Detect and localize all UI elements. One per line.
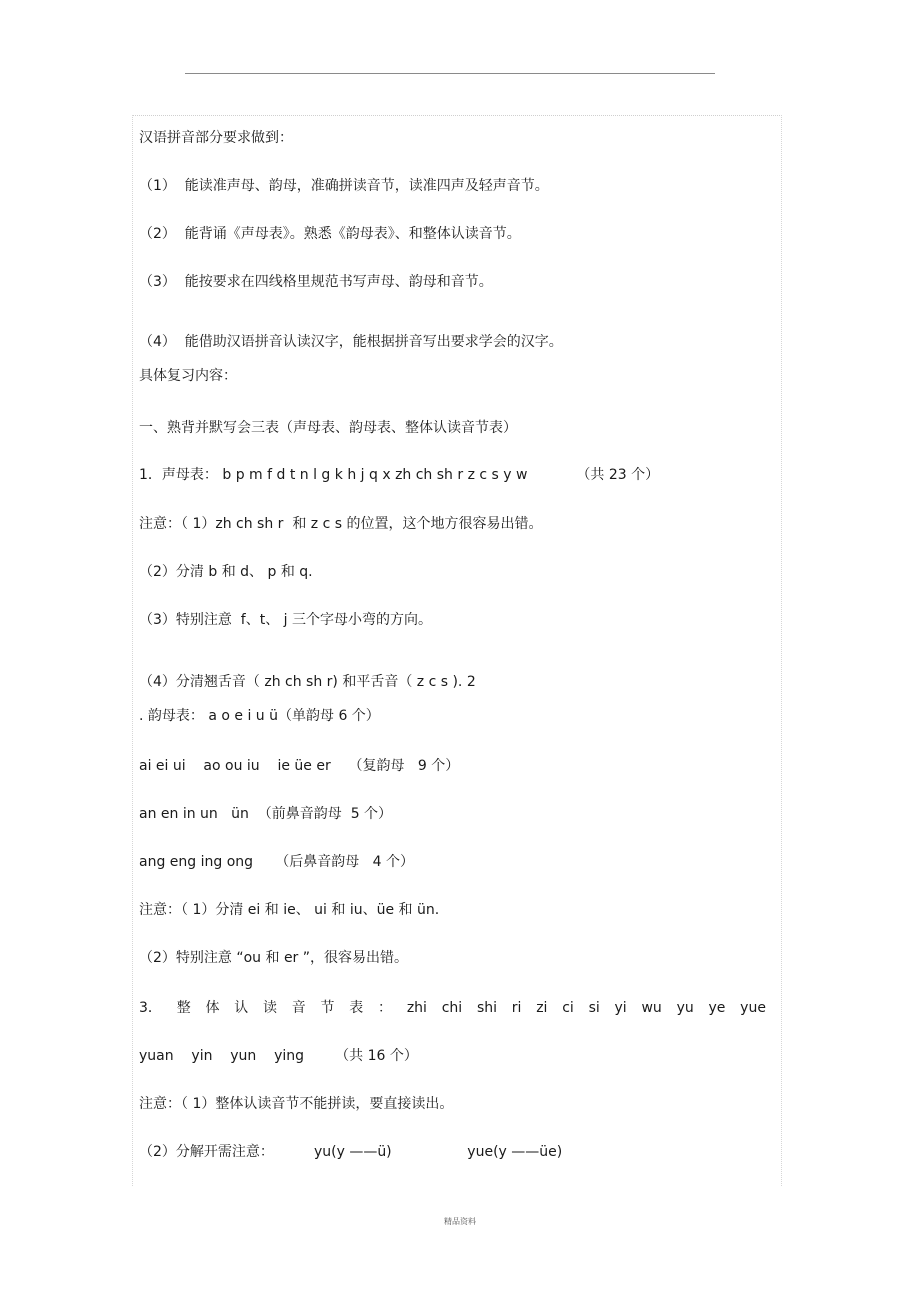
spread-token: 节 (320, 1000, 335, 1016)
spread-token: shi (476, 1000, 497, 1016)
spread-token: 读 (262, 1000, 277, 1016)
text-line: 汉语拼音部分要求做到： (139, 130, 293, 146)
text-line: 具体复习内容： (139, 368, 237, 384)
spread-token: ci (562, 1000, 574, 1016)
text-line: （2） 能背诵《声母表》。熟悉《韵母表》、和整体认读音节。 (139, 226, 521, 242)
text-line: ang eng ing ong （后鼻音韵母 4 个） (139, 854, 414, 870)
spread-token: ri (511, 1000, 522, 1016)
text-line: 一、熟背并默写会三表（声母表、韵母表、整体认读音节表） (139, 420, 517, 436)
text-line: （4） 能借助汉语拼音认读汉字，能根据拼音写出要求学会的汉字。 (139, 334, 563, 350)
spread-token: yi (614, 1000, 627, 1016)
spread-token: wu (641, 1000, 662, 1016)
text-line: ai ei ui ao ou iu ie üe er （复韵母 9 个） (139, 758, 460, 774)
spread-token: zhi (406, 1000, 427, 1016)
spread-token: yu (676, 1000, 694, 1016)
text-line: （2）特别注意 “ou 和 er ”，很容易出错。 (139, 950, 409, 966)
text-line: 注意：（ 1）分清 ei 和 ie、 ui 和 iu、üe 和 ün. (139, 902, 440, 918)
spread-token: ye (708, 1000, 726, 1016)
text-line: （4）分清翘舌音（ zh ch sh r) 和平舌音（ z c s ). 2 (139, 674, 476, 690)
spread-token: ： (378, 1000, 393, 1016)
spread-token: 体 (205, 1000, 220, 1016)
text-line: an en in un ün （前鼻音韵母 5 个） (139, 806, 393, 822)
spread-token: zi (536, 1000, 548, 1016)
text-line: （3）特别注意 f、t、 j 三个字母小弯的方向。 (139, 612, 433, 628)
spread-token: 表 (349, 1000, 364, 1016)
page-footer: 精品资料 (444, 1217, 476, 1226)
spread-token: si (588, 1000, 600, 1016)
spread-token: 音 (291, 1000, 306, 1016)
text-line: yuan yin yun ying （共 16 个） (139, 1048, 418, 1064)
header-rule (185, 73, 715, 74)
spread-token: 3． (139, 1000, 162, 1016)
text-line: . 韵母表： a o e i u ü（单韵母 6 个） (139, 708, 380, 724)
text-line: （2）分解开需注意： yu(y ——ü) yue(y ——üe) (139, 1144, 563, 1160)
text-line: 注意：（ 1）整体认读音节不能拼读，要直接读出。 (139, 1096, 454, 1112)
text-line: （1） 能读准声母、韵母，准确拼读音节，读准四声及轻声音节。 (139, 178, 549, 194)
text-line: （3） 能按要求在四线格里规范书写声母、韵母和音节。 (139, 274, 493, 290)
spread-token: chi (441, 1000, 463, 1016)
text-line: 1．声母表： b p m f d t n l g k h j q x zh ch sh r z c s y w （共 23 个） (139, 467, 660, 483)
spread-token: 认 (234, 1000, 249, 1016)
text-line: （2）分清 b 和 d、 p 和 q. (139, 564, 313, 580)
spread-line (139, 999, 766, 1017)
spread-token: 整 (176, 1000, 191, 1016)
text-line: 注意：（ 1）zh ch sh r 和 z c s 的位置，这个地方很容易出错。 (139, 516, 543, 532)
spread-token: yue (740, 1000, 766, 1016)
